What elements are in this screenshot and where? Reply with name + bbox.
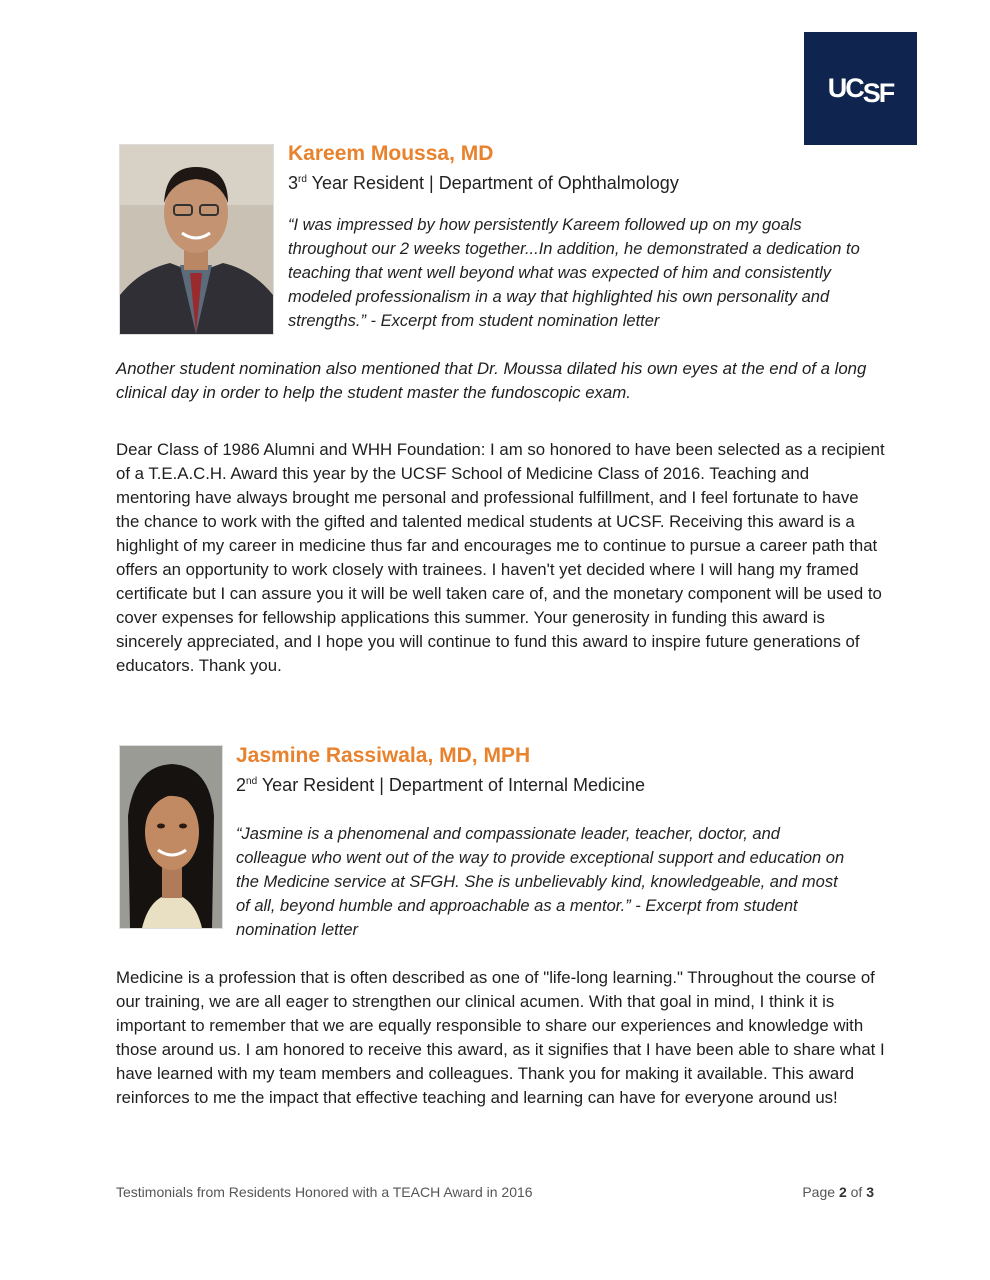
ucsf-logo xyxy=(804,32,917,145)
page-number: Page 2 of 3 xyxy=(802,1184,874,1200)
logo-text: $UC_{SF}$ xyxy=(827,73,894,108)
person1-name: Kareem Moussa, MD xyxy=(288,142,494,165)
person2-role: 2nd Year Resident | Department of Internal Medicine xyxy=(236,775,646,795)
person2-name: Jasmine Rassiwala, MD, MPH xyxy=(236,744,531,767)
person1-statement: Dear Class of 1986 Alumni and WHH Foundation: I am so honored to have been selected as a recipient of a T.E.A.C.H. Award this year by the UCSF School of Medicine Class of 2016. Teaching and mentoring have always brought me personal and professional fulfillment, and I feel fortunate to have the chance to work with the gifted and talented medical students at UCSF. Receiving this award is a highlight of my career in medicine thus far and encourages me to continue to pursue a career path that offers an opportunity to work closely with trainees. I haven't yet decided where I will hang my framed certificate but I can assure you it will be well taken care of, and the monetary component will be used to cover expenses for fellowship applications this summer. Your generosity in funding this award is sincerely appreciated, and I hope you will continue to fund this award to inspire future generations of educators. Thank you. xyxy=(116,440,885,675)
kareem-moussa-photo xyxy=(119,144,274,335)
jasmine-rassiwala-photo xyxy=(119,745,223,929)
person2-statement: Medicine is a profession that is often described as one of "life-long learning." Throughout the course of our training, we are all eager to strengthen our clinical acumen. With that goal in mind, I think it is important to remember that we are equally responsible to share our experiences and knowledge with those around us. I am honored to receive this award, as it signifies that I have been able to share what I have learned with my team members and colleagues. Thank you for making it available. This award reinforces to me the impact that effective teaching and learning can have for everyone around us! xyxy=(116,968,885,1107)
person1-extra-note: Another student nomination also mentioned that Dr. Moussa dilated his own eyes at the end of a long clinical day in order to help the student master the fundoscopic exam. xyxy=(116,359,867,402)
person1-quote: “I was impressed by how persistently Kareem followed up on my goals throughout our 2 weeks together...In addition, he demonstrated a dedication to teaching that went well beyond what was expected of him and consistently modeled professionalism in a way that highlighted his own personality and strengths.” - Excerpt from student nomination letter xyxy=(288,216,860,330)
person1-role: 3rd Year Resident | Department of Ophthalmology xyxy=(288,173,679,193)
footer-title: Testimonials from Residents Honored with a TEACH Award in 2016 xyxy=(116,1184,533,1200)
person2-quote: “Jasmine is a phenomenal and compassionate leader, teacher, doctor, and colleague who went out of the way to provide exceptional support and education on the Medicine service at SFGH. She is unbelievably kind, knowledgeable, and most of all, beyond humble and approachable as a mentor.” - Excerpt from student nomination letter xyxy=(236,825,845,939)
